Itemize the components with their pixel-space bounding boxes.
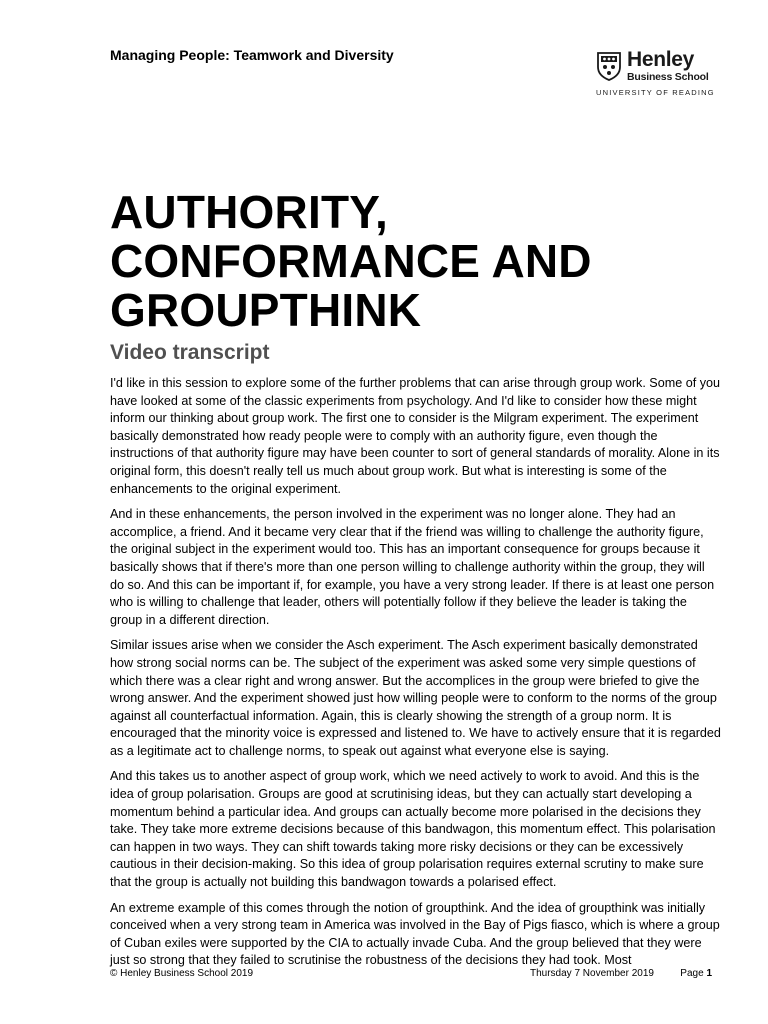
paragraph: An extreme example of this comes through the notion of groupthink. And the idea of groupthink was initially conceived when a very strong team in America was involved in the Bay of Pigs fiasco, which is where a group of Cuban exiles were supported by the CIA to actually invade Cuba. And the group believed that they were just so strong that they failed to scrutinise the robustness of the decisions they had took. Most xyxy=(110,900,720,968)
henley-logo xyxy=(594,48,715,101)
crest-icon xyxy=(596,51,622,81)
logo-university: UNIVERSITY OF READING xyxy=(596,88,715,97)
paragraph: I'd like in this session to explore some of the further problems that can arise through group work. Some of you have looked at some of the classic experiments from psychology. And I'd like to consider how these might inform our thinking about group work. The first one to consider is the Milgram experiment. The experiment basically demonstrated how ready people were to comply with an authority figure, even though the instructions of that authority figure may have been counter to sort of general standards of morality. Alone in its original form, this doesn't really tell us much about group work. But what is interesting is some of the enhancements to the original experiment. xyxy=(110,376,721,496)
footer-page-label: Page xyxy=(680,968,704,979)
footer-date: Thursday 7 November 2019 xyxy=(530,968,654,979)
page-footer xyxy=(110,967,712,981)
footer-page xyxy=(680,967,712,981)
paragraph: And this takes us to another aspect of group work, which we need actively to work to avoid. And this is the idea of group polarisation. Groups are good at scrutinising ideas, but they can actually start developing a momentum behind a particular idea. And groups can actually become more polarised in the decisions they take. They take more extreme decisions because of this bandwagon, this momentum effect. This polarisation can happen in two ways. They can shift towards taking more risky decisions or they can be excessively cautious in their decision-making. So this idea of group polarisation requires external scrutiny to make sure that the group is actually not building this bandwagon towards a polarised effect. xyxy=(110,769,716,890)
footer-copyright: © Henley Business School 2019 xyxy=(110,968,254,979)
document-title: AUTHORITY, CONFORMANCE AND GROUPTHINK xyxy=(110,186,592,336)
transcript-body xyxy=(110,375,722,978)
document-subtitle: Video transcript xyxy=(110,341,270,364)
course-title: Managing People: Teamwork and Diversity xyxy=(110,47,394,63)
logo-school: Business School xyxy=(627,71,709,83)
paragraph: And in these enhancements, the person involved in the experiment was no longer alone. They had an accomplice, a friend. And it became very clear that if the friend was willing to challenge the authority figure, the original subject in the experiment would too. This has an important consequence for groups because it basically shows that if there's more than one person willing to challenge authority within the group, they will do so. And this can be important if, for example, you have a very strong leader. If there is at least one person who is willing to challenge that leader, others will potentially follow if they believe the leader is taking the group in a different direction. xyxy=(110,507,715,627)
logo-name: Henley xyxy=(627,48,695,71)
paragraph: Similar issues arise when we consider the Asch experiment. The Asch experiment basically demonstrated how strong social norms can be. The subject of the experiment was asked some very simple questions of which there was a clear right and wrong answer. But the accomplices in the group were briefed to give the wrong answer. And the experiment showed just how willing people were to conform to the norms of the group against all counterfactual information. Again, this is clearly showing the strength of a group norm. It is encouraged that the minority voice is expressed and listened to. We have to actively ensure that it is regarded as a legitimate act to challenge norms, to speak out against what everyone else is saying. xyxy=(110,638,721,758)
footer-page-number: 1 xyxy=(706,968,712,979)
